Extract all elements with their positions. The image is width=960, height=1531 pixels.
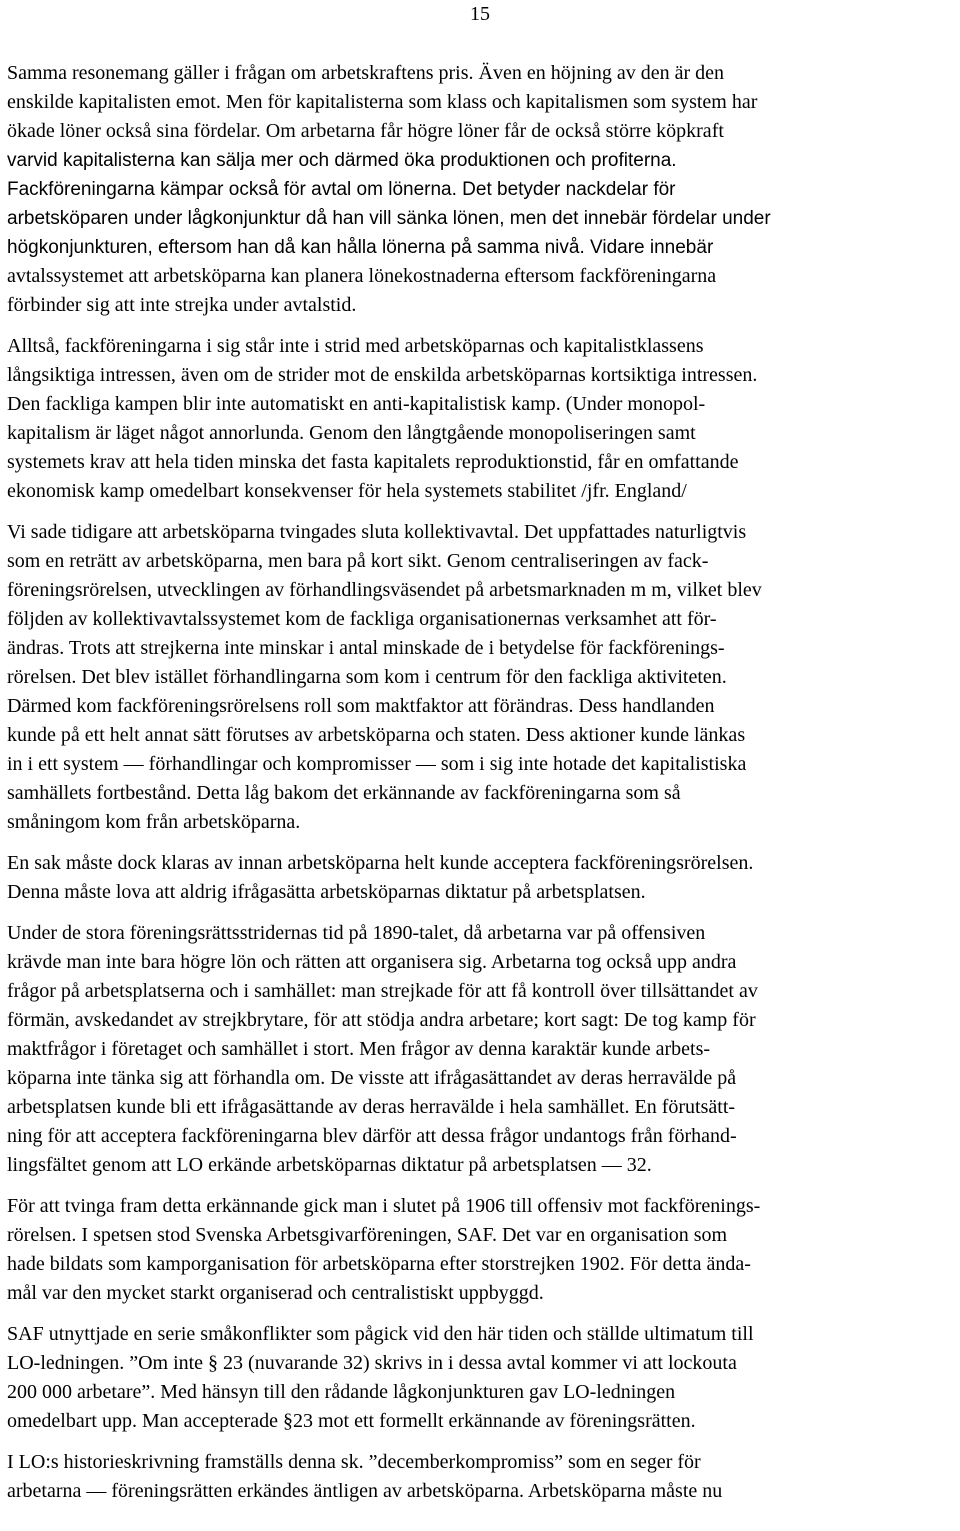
text-line: För att tvinga fram detta erkännande gick man i slutet på 1906 till offensiv mot fackförenings- [7,1195,761,1217]
text-line: lingsfältet genom att LO erkände arbetsköparnas diktatur på arbetsplatsen — 32. [7,1154,652,1176]
text-line: köparna inte tänka sig att förhandla om. De visste att ifrågasättandet av deras herravälde på [7,1067,737,1089]
text-line: Samma resonemang gäller i frågan om arbetskraftens pris. Även en höjning av den är den [7,62,724,84]
text-line: Den fackliga kampen blir inte automatiskt en anti-kapitalistisk kamp. (Under monopol- [7,393,706,415]
text-line: Vi sade tidigare att arbetsköparna tvingades sluta kollektivavtal. Det uppfattades naturligtvis [7,521,747,543]
text-line: En sak måste dock klaras av innan arbetsköparna helt kunde acceptera fackföreningsrörelsen. [7,852,754,874]
paragraph [7,1448,955,1506]
text-line: frågor på arbetsplatserna och i samhället: man strejkade för att få kontroll över tillsättandet av [7,980,758,1002]
text-line: ekonomisk kamp omedelbart konsekvenser för hela systemets stabilitet /jfr. England/ [7,480,687,502]
text-line: som en reträtt av arbetsköparna, men bara på kort sikt. Genom centraliseringen av fack- [7,550,709,572]
text-line: kunde på ett helt annat sätt förutses av arbetsköparna och staten. Dess aktioner kunde länkas [7,724,746,746]
paragraph [7,518,955,837]
text-line: Fackföreningarna kämpar också för avtal om lönerna. Det betyder nackdelar för [7,179,676,200]
text-line: hade bildats som kamporganisation för arbetsköparna efter storstrejken 1902. För detta ända- [7,1253,751,1275]
text-line: varvid kapitalisterna kan sälja mer och därmed öka produktionen och profiterna. [7,150,677,171]
text-line: mål var den mycket starkt organiserad och centralistiskt uppbyggd. [7,1282,544,1304]
paragraph [7,849,955,907]
text-line: Därmed kom fackföreningsrörelsens roll som maktfaktor att förändras. Dess handlanden [7,695,715,717]
paragraph [7,919,955,1180]
text-line: 200 000 arbetare”. Med hänsyn till den rådande lågkonjunkturen gav LO-ledningen [7,1381,676,1403]
text-line: förbinder sig att inte strejka under avtalstid. [7,294,357,316]
text-line: enskilde kapitalisten emot. Men för kapitalisterna som klass och kapitalismen som system har [7,91,758,113]
paragraph [7,1320,955,1436]
text-line: småningom kom från arbetsköparna. [7,811,301,833]
text-line: ökade löner också sina fördelar. Om arbetarna får högre löner får de också större köpkraft [7,120,724,142]
text-line: Denna måste lova att aldrig ifrågasätta arbetsköparnas diktatur på arbetsplatsen. [7,881,646,903]
text-line: ning för att acceptera fackföreningarna blev därför att dessa frågor undantogs från förhand- [7,1125,737,1147]
text-line: förmän, avskedandet av strejkbrytare, för att stödja andra arbetare; kort sagt: De tog kamp för [7,1009,756,1031]
text-line: SAF utnyttjade en serie småkonflikter som pågick vid den här tiden och ställde ultimatum till [7,1323,754,1345]
text-line: högkonjunkturen, eftersom han då kan hålla lönerna på samma nivå. Vidare innebär [7,237,714,258]
text-line: Under de stora föreningsrättsstridernas tid på 1890-talet, då arbetarna var på offensiven [7,922,706,944]
paragraph [7,59,955,320]
text-line: krävde man inte bara högre lön och rätten att organisera sig. Arbetarna tog också upp andra [7,951,737,973]
paragraph [7,1192,955,1308]
page-number: 15 [470,3,490,25]
text-line: arbetsplatsen kunde bli ett ifrågasättande av deras herravälde i hela samhället. En förutsätt- [7,1096,736,1118]
text-line: maktfrågor i företaget och samhället i stort. Men frågor av denna karaktär kunde arbets- [7,1038,711,1060]
text-line: in i ett system — förhandlingar och kompromisser — som i sig inte hotade det kapitalistiska [7,753,747,775]
text-line: avtalssystemet att arbetsköparna kan planera lönekostnaderna eftersom fackföreningarna [7,265,717,287]
text-line: arbetsköparen under lågkonjunktur då han vill sänka lönen, men det innebär fördelar under [7,208,771,229]
text-line: samhällets fortbestånd. Detta låg bakom det erkännande av fackföreningarna som så [7,782,681,804]
text-line: ändras. Trots att strejkerna inte minskar i antal minskade de i betydelse för fackförenings- [7,637,725,659]
text-line: kapitalism är läget något annorlunda. Genom den långtgående monopoliseringen samt [7,422,696,444]
text-line: I LO:s historieskrivning framställs denna sk. ”decemberkompromiss” som en seger för [7,1451,701,1473]
text-line: arbetarna — föreningsrätten erkändes äntligen av arbetsköparna. Arbetsköparna måste nu [7,1480,723,1502]
text-line: rörelsen. I spetsen stod Svenska Arbetsgivarföreningen, SAF. Det var en organisation som [7,1224,728,1246]
paragraph [7,332,955,506]
text-line: omedelbart upp. Man accepterade §23 mot ett formellt erkännande av föreningsrätten. [7,1410,696,1432]
document-body [7,59,955,1518]
text-line: Alltså, fackföreningarna i sig står inte i strid med arbetsköparnas och kapitalistklassens [7,335,704,357]
text-line: följden av kollektivavtalssystemet kom de fackliga organisationernas verksamhet att för- [7,608,717,630]
text-line: föreningsrörelsen, utvecklingen av förhandlingsväsendet på arbetsmarknaden m m, vilket blev [7,579,762,601]
text-line: systemets krav att hela tiden minska det fasta kapitalets reproduktionstid, får en omfattande [7,451,739,473]
text-line: LO-ledningen. ”Om inte § 23 (nuvarande 32) skrivs in i dessa avtal kommer vi att lockouta [7,1352,737,1374]
text-line: rörelsen. Det blev istället förhandlingarna som kom i centrum för den fackliga aktiviteten. [7,666,727,688]
text-line: långsiktiga intressen, även om de strider mot de enskilda arbetsköparnas kortsiktiga intressen. [7,364,758,386]
